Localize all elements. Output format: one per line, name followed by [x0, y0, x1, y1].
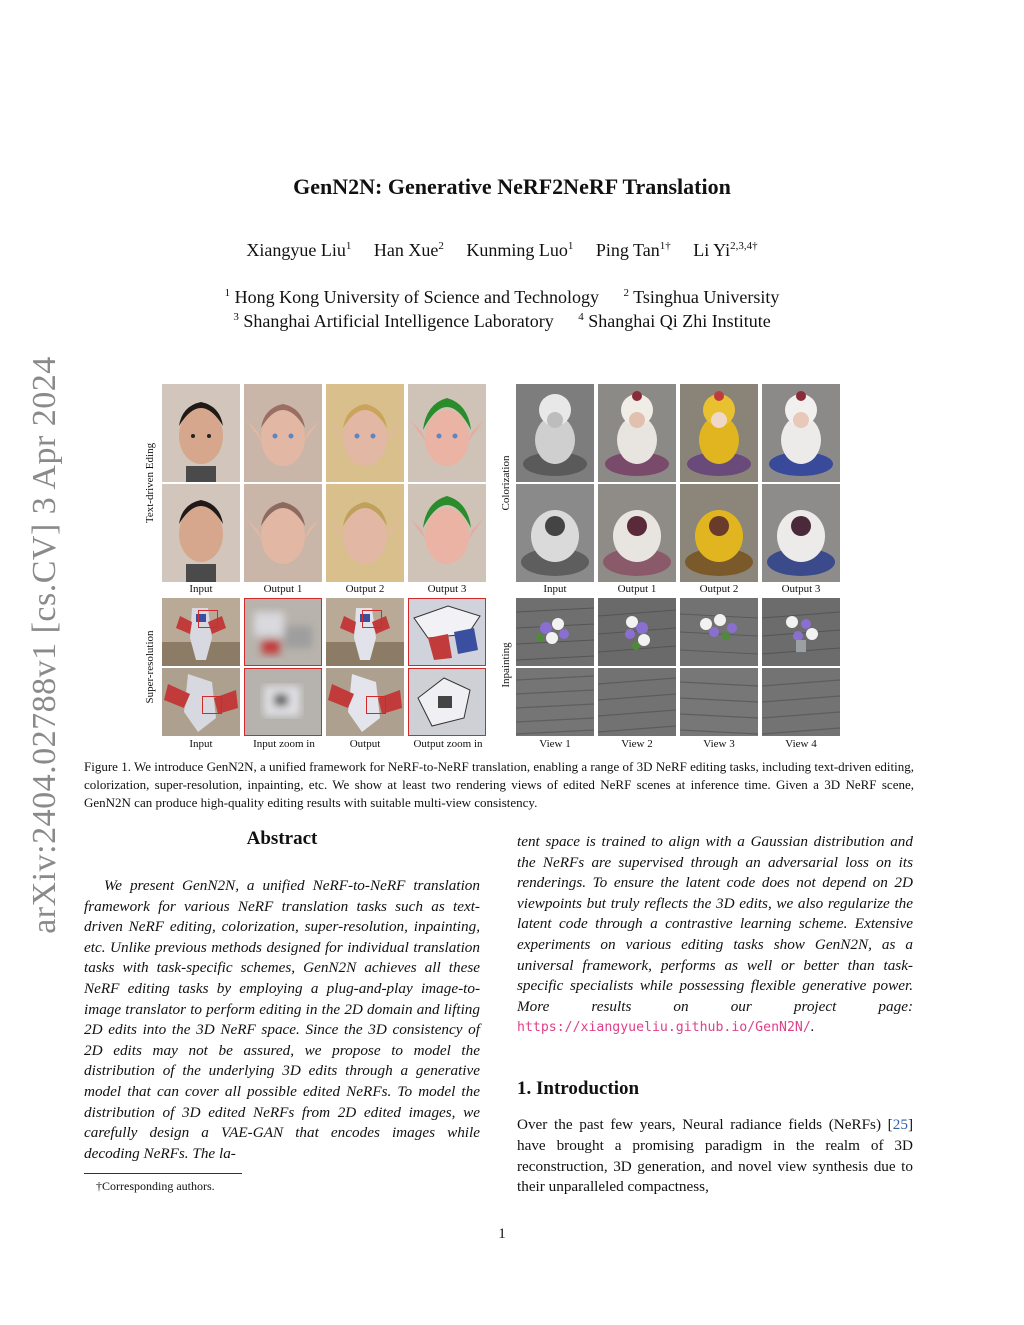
robot-input-zoom-view2: [244, 668, 322, 736]
abstract-continued: tent space is trained to align with a Gaussian distribution and the NeRFs are supervised through an adversarial loss on its renderings. To ensure the latent code does not depend on 2D viewpoints but truly reflects the 3D edits, we also regularize the latent code through a contrastive learning scheme. Extensive experiments on various editing tasks show GenN2N, as a universal framework, performs as well or better than task-specific specialists while possessing flexible generative power. More results on our project page:: [517, 833, 913, 1015]
robot-input-zoom-view1: [244, 598, 322, 666]
caption-super-res-output-zoom: Output zoom in: [413, 738, 483, 750]
doll-output3-view2: [762, 484, 840, 582]
figure-caption: Figure 1. We introduce GenN2N, a unified framework for NeRF-to-NeRF translation, enabling a range of 3D NeRF editing tasks, including text-driven editing, colorization, super-resolution, inpainting, etc. We show at least two rendering views of edited NeRF scenes at inference time. Given a 3D NeRF scene, GenN2N can produce high-quality editing results with suitable multi-view consistency.: [84, 759, 914, 810]
author: Li $Yi^{2,3,4\dagger}$: [693, 240, 758, 260]
face-output1-view1: [244, 384, 322, 482]
flowers-view3: [680, 598, 758, 666]
face-output3-view1: [408, 384, 486, 482]
author: Ping Tan$^{1\dagger}$: [595, 240, 671, 260]
affiliations-line-2: [0, 311, 1004, 332]
inpainted-floor-view1: [516, 668, 594, 736]
caption-super-res-input: Input: [189, 738, 213, 750]
caption-text-edit-output3: Output 3: [427, 583, 467, 595]
author: Xiangyue Liu$^1$: [246, 240, 352, 260]
row-label-inpainting: Inpainting: [500, 642, 512, 688]
doll-input-view1: [516, 384, 594, 482]
caption-colorization-output2: Output 2: [699, 583, 739, 595]
doll-input-view2: [516, 484, 594, 582]
abstract-heading: Abstract: [246, 828, 318, 849]
face-input-view1: [162, 384, 240, 482]
figure-1: [134, 382, 850, 754]
citation-link[interactable]: 25: [892, 1116, 908, 1133]
robot-input-view2: [162, 668, 240, 736]
author: Han Xue$^2$: [373, 240, 444, 260]
inpainted-floor-view4: [762, 668, 840, 736]
doll-output1-view1: [598, 384, 676, 482]
caption-text-edit-input: Input: [189, 583, 213, 595]
page-number: 1: [498, 1226, 506, 1242]
affiliation: $^3$ Shanghai Artificial Intelligence Laboratory: [233, 311, 554, 331]
row-label-super-res: Super-resolution: [144, 630, 156, 704]
doll-output2-view1: [680, 384, 758, 482]
caption-inpainting-view3: View 3: [703, 738, 735, 750]
inpainted-floor-view2: [598, 668, 676, 736]
robot-output-zoom-view1: [408, 598, 486, 666]
zoom-region-box: [202, 696, 222, 714]
zoom-region-box: [198, 610, 218, 628]
link-period: .: [810, 1018, 815, 1036]
caption-text-edit-output2: Output 2: [345, 583, 385, 595]
affiliation: $^4$ Shanghai Qi Zhi Institute: [578, 311, 771, 331]
footnote-rule: [84, 1173, 242, 1174]
face-output2-view1: [326, 384, 404, 482]
caption-super-res-input-zoom: Input zoom in: [253, 738, 315, 750]
section-heading-introduction: 1. Introduction: [517, 1078, 640, 1099]
author-list: [0, 240, 1004, 261]
footnote: †Corresponding authors.: [96, 1179, 215, 1193]
zoom-region-box: [366, 696, 386, 714]
robot-output-view2: [326, 668, 404, 736]
affiliation: $^2$ Tsinghua University: [623, 287, 780, 307]
face-output2-view2: [326, 484, 404, 582]
robot-output-view1: [326, 598, 404, 666]
flowers-view4: [762, 598, 840, 666]
face-output1-view2: [244, 484, 322, 582]
face-output3-view2: [408, 484, 486, 582]
robot-input-view1: [162, 598, 240, 666]
row-label-colorization: Colorization: [500, 455, 512, 511]
abstract-column-1: We present GenN2N, a unified NeRF-to-NeRF translation framework for various NeRF translation tasks such as text-driven NeRF editing, colorization, super-resolution, inpainting, etc. Unlike previous methods designed for individual translation tasks with task-specific schemes, GenN2N achieves all these NeRF editing tasks by employing a plug-and-play image-to-image translator to perform editing in the 2D domain and lifting 2D edits into the 3D NeRF space. Since the 3D consistency of 2D edits may not be assured, we propose to model the distribution of the underlying 3D edits through a generative model that can cover all possible edited NeRFs. To model the distribution of 3D edited NeRFs from 2D edited images, we carefully design a VAE-GAN that encodes images while decoding NeRFs. The la-: [84, 877, 480, 1162]
zoom-region-box: [362, 610, 382, 628]
caption-text-edit-output1: Output 1: [263, 583, 303, 595]
robot-output-zoom-view2: [408, 668, 486, 736]
arxiv-stamp: arXiv:2404.02788v1 [cs.CV] 3 Apr 2024: [26, 356, 63, 934]
caption-inpainting-view1: View 1: [539, 738, 571, 750]
introduction-text: Over the past few years, Neural radiance fields (NeRFs) [25] have brought a promising paradigm in the realm of 3D reconstruction, 3D generation, and novel view synthesis due to their unparalleled compactness,: [517, 1116, 913, 1196]
paper-title: GenN2N: Generative NeRF2NeRF Translation: [293, 174, 731, 199]
caption-colorization-output3: Output 3: [781, 583, 821, 595]
caption-colorization-output1: Output 1: [617, 583, 657, 595]
doll-output1-view2: [598, 484, 676, 582]
row-label-text-edit: Text-driven Eding: [144, 442, 156, 524]
affiliation: $^1$ Hong Kong University of Science and Technology: [224, 287, 599, 307]
caption-inpainting-view4: View 4: [785, 738, 817, 750]
face-input-view2: [162, 484, 240, 582]
flowers-view2: [598, 598, 676, 666]
caption-super-res-output: Output: [349, 738, 381, 750]
abstract-column-2: [517, 832, 913, 1039]
author: Kunming Luo$^1$: [466, 240, 574, 260]
project-page-link[interactable]: https://xiangyueliu.github.io/GenN2N/: [517, 1020, 811, 1036]
caption-colorization-input: Input: [543, 583, 567, 595]
affiliations-line-1: [0, 287, 1004, 308]
inpainted-floor-view3: [680, 668, 758, 736]
flowers-view1: [516, 598, 594, 666]
doll-output3-view1: [762, 384, 840, 482]
doll-output2-view2: [680, 484, 758, 582]
caption-inpainting-view2: View 2: [621, 738, 653, 750]
